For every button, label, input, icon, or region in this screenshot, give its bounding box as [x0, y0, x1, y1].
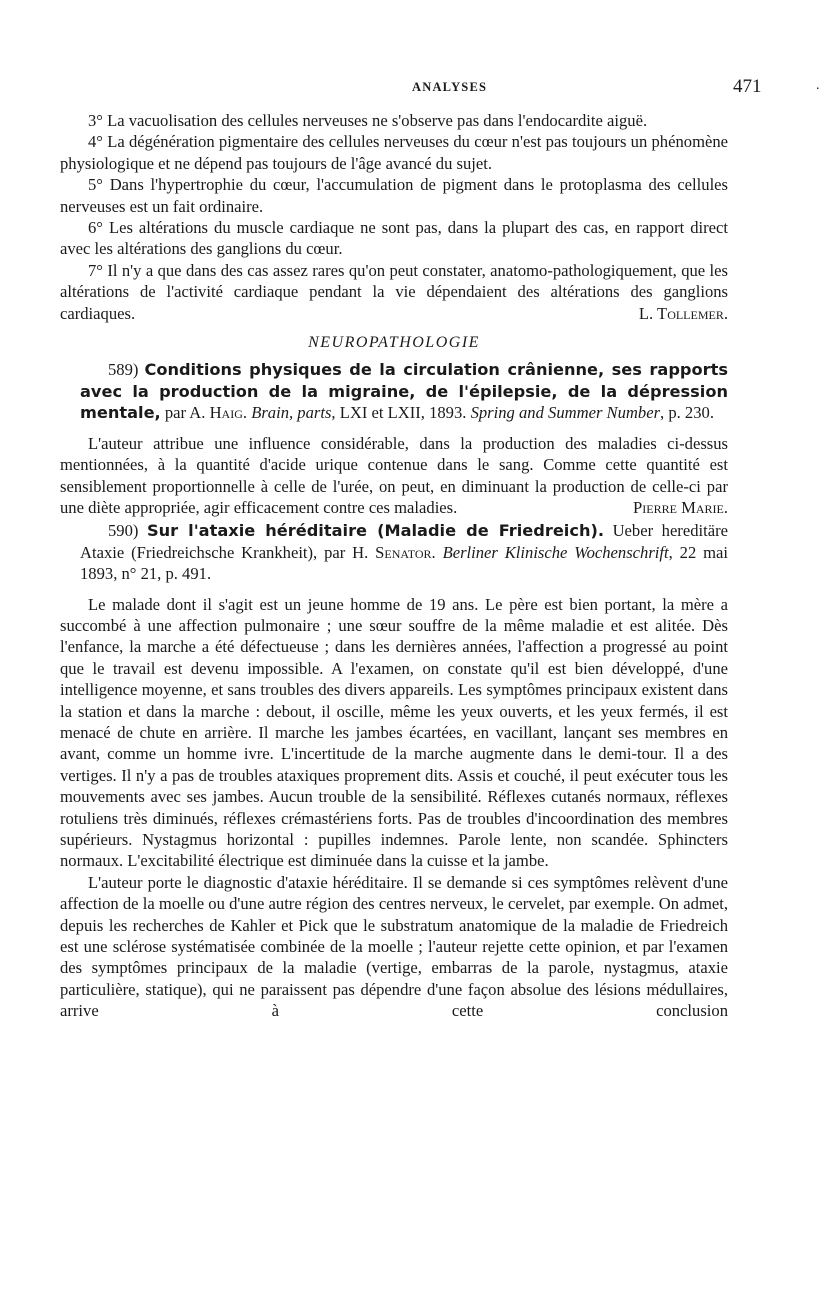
entry-589-title: Conditions physiques de la circulation crânienne, ses rapports avec la production de la migraine, de l'épilepsie, de la dépression mentale, — [80, 360, 728, 423]
section-title: NEUROPATHOLOGIE — [308, 334, 480, 352]
entry-590-heading — [60, 520, 728, 584]
spacer — [60, 585, 728, 594]
entry-589-by: par A. — [160, 403, 210, 423]
paragraph-point-5: 5° Dans l'hypertrophie du cœur, l'accumulation de pigment dans le protoplasma des cellules nerveuses est un fait ordinaire. — [60, 175, 728, 216]
signature-marie: Pierre Marie. — [633, 497, 728, 517]
header-dot: . — [816, 78, 820, 93]
entry-590-title: Sur l'ataxie héréditaire (Maladie de Friedreich). — [146, 521, 605, 541]
paragraph-point-7 — [60, 260, 728, 324]
entry-589-body: L'auteur attribue une influence considérable, dans la production des maladies ci-dessus mentionnées, à la quantité d'acide urique contenue dans le sang. Comme cette quantité est sensiblement proportionnelle à celle de l'urée, on peut, en diminuant la production de celle-ci par une diète appropriée, agir efficacement contre ces maladies. — [60, 433, 728, 517]
entry-590-paragraph-2: L'auteur porte le diagnostic d'ataxie héréditaire. Il se demande si ces symptômes relèvent d'une affection de la moelle ou d'une autre région des centres nerveux, le cervelet, par exemple. On admet, depuis les recherches de Kahler et Pick que le substratum anatomique de la maladie de Friedreich est une sclérose systématisée combinée de la moelle ; l'auteur rejette cette opinion, et par l'examen des symptômes principaux de la maladie (vertige, embarras de la parole, nystagmus, ataxie particulière, statique), qui ne paraissent pas dépendre d'une façon absolue des lésions médullaires, arrive à cette conclusion — [60, 872, 728, 1021]
spacer — [60, 424, 728, 433]
entry-590-german: Ueber hereditäre Ataxie (Friedreichsche Krankheit), par H. — [80, 521, 728, 562]
entry-589-number: 589) — [108, 360, 139, 380]
entry-589-abstract — [60, 433, 728, 519]
entry-590-journal: Berliner Klinische Wochenschrift — [442, 542, 669, 562]
running-head: ANALYSES — [412, 80, 488, 94]
paragraph-point-4: 4° La dégénération pigmentaire des cellules nerveuses du cœur n'est pas toujours un phénomène physiologique et ne dépend pas toujours de l'âge avancé du sujet. — [60, 132, 728, 173]
signature-tollemer: L. Tollemer. — [638, 303, 728, 323]
page-header — [60, 76, 820, 102]
entry-589-issue: Spring and Summer Number — [470, 403, 661, 423]
paragraph-point-6: 6° Les altérations du muscle cardiaque ne sont pas, dans la plupart des cas, en rapport direct avec les altérations des ganglions du cœur. — [60, 218, 728, 259]
entry-590 — [60, 520, 728, 1021]
entry-589-heading — [60, 359, 728, 423]
entry-589 — [60, 359, 728, 518]
entry-589-journal: Brain, parts — [251, 403, 332, 423]
point-7-text: 7° Il n'y a que dans des cas assez rares qu'on peut constater, anatomo-pathologiquement, que les altérations de l'activité cardiaque pendant la vie dépendaient des altérations des ganglions cardiaques. — [60, 260, 728, 323]
entry-590-author: Senator — [375, 542, 432, 562]
page-body — [60, 110, 728, 1022]
entry-589-page: , p. 230. — [660, 403, 714, 423]
paragraph-point-3: 3° La vacuolisation des cellules nerveuses ne s'observe pas dans l'endocardite aiguë. — [88, 111, 648, 130]
entry-590-number: 590) — [108, 521, 139, 541]
page-number: 471 — [733, 76, 762, 97]
entry-589-punct: . — [242, 403, 252, 423]
entry-590-paragraph-1: Le malade dont il s'agit est un jeune homme de 19 ans. Le père est bien portant, la mère a succombé à une affection pulmonaire ; une sœur souffre de la même maladie et est alitée. Dès l'enfance, la marche a été défectueuse ; dans les dernières années, l'affection a progressé au point que le travail est devenu impossible. A l'examen, on constate qu'il est bien développé, d'une intelligence moyenne, et sans troubles des divers appareils. Les symptômes principaux existent dans la station et dans la marche : debout, il oscille, même les yeux ouverts, et les yeux fermés, il est menacé de chute en arrière. Il marche les jambes écartées, en vacillant, lançant ses membres en avant, comme un homme ivre. L'incertitude de la marche augmente dans le demi-tour. Il a des vertiges. Il n'y a pas de troubles ataxiques proprement dits. Assis et couché, il peut exécuter tous les mouvements avec ses jambes. Aucun trouble de la sensibilité. Réflexes cutanés normaux, réflexes rotuliens très diminués, réflexes crémastériens forts. Pas de troubles d'incoordination des membres supérieurs. Nystagmus horizontal : pupilles indemnes. Parole lente, non scandée. Sphincters normaux. L'excitabilité électrique est diminuée dans la cuisse et la jambe. — [60, 594, 728, 871]
entry-590-ref: , 22 mai 1893, n° 21, p. 491. — [80, 542, 729, 584]
entry-590-punct: . — [431, 542, 443, 562]
entry-589-author: Haig — [209, 403, 243, 423]
entry-589-ref: , LXI et LXII, 1893. — [331, 403, 471, 423]
